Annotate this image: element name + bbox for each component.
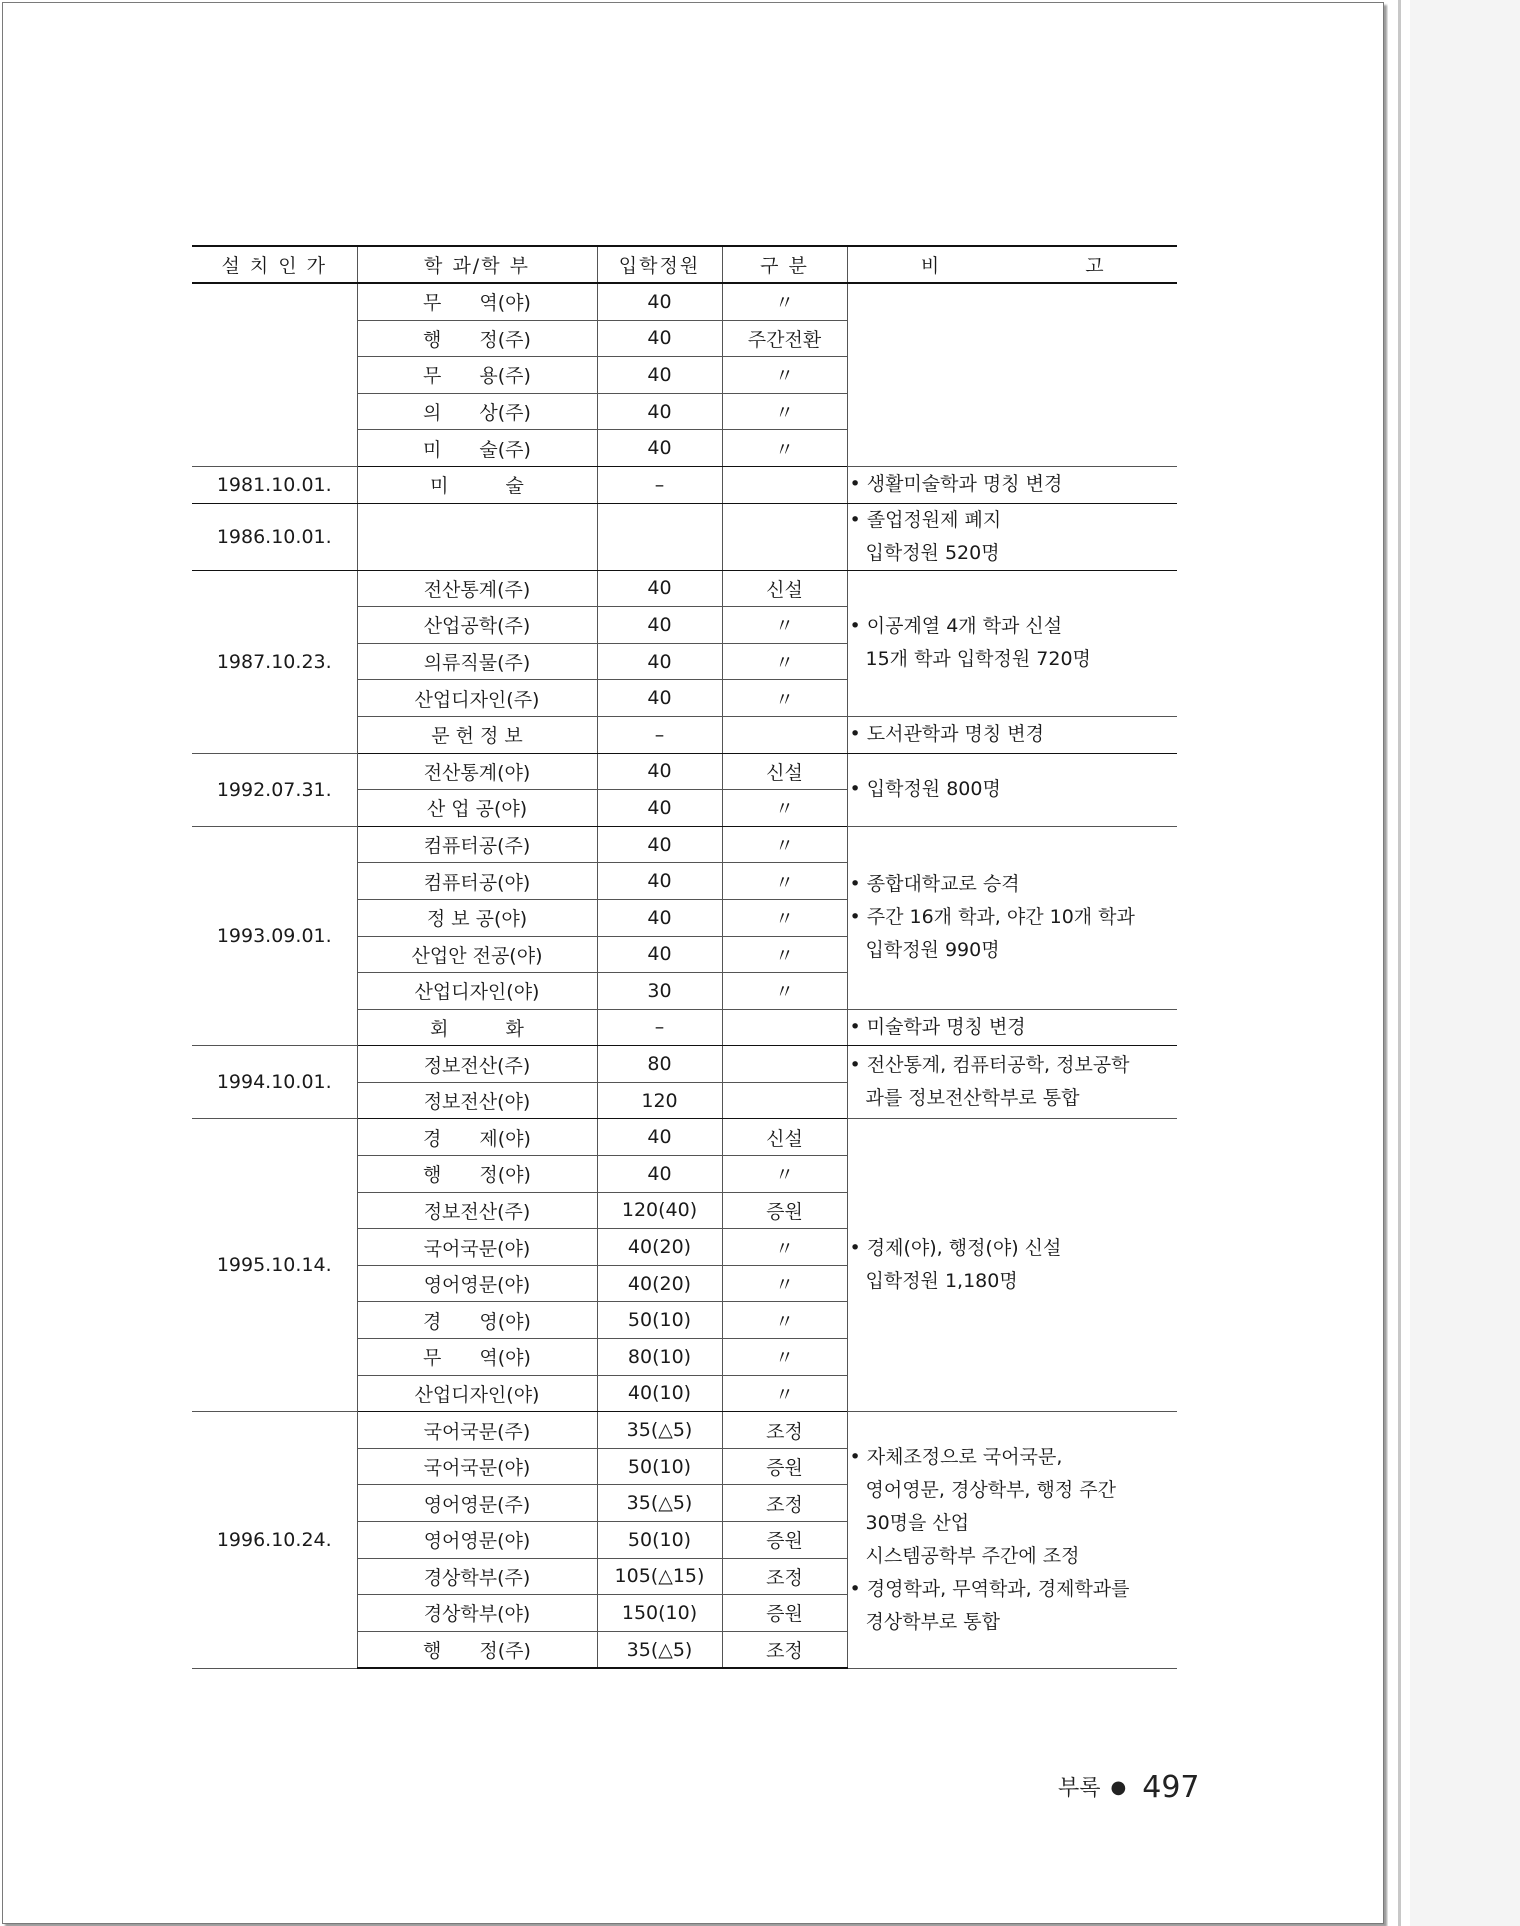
cell-note [847, 1009, 1177, 1046]
cell-quota: 150(10) [597, 1595, 722, 1632]
cell-type: 〃 [722, 430, 847, 467]
page-footer [1058, 1770, 1200, 1805]
cell-type: 〃 [722, 1302, 847, 1339]
header-note: 비 고 [847, 246, 1177, 283]
header-dept: 학 과/학 부 [357, 246, 597, 283]
cell-note [847, 1412, 1177, 1669]
cell-dept: 영어영문(주) [357, 1485, 597, 1522]
cell-date: 1996.10.24. [192, 1412, 357, 1669]
cell-dept: 경 영(야) [357, 1302, 597, 1339]
cell-quota: 40 [597, 283, 722, 320]
note-line: 입학정원 1,180명 [865, 1270, 1018, 1293]
cell-type: 신설 [722, 1119, 847, 1156]
cell-quota: 40 [597, 899, 722, 936]
header-quota: 입학정원 [597, 246, 722, 283]
cell-dept [357, 503, 597, 570]
cell-dept: 국어국문(야) [357, 1229, 597, 1266]
note-line: • 전산통계, 컴퓨터공학, 정보공학 [866, 1049, 1174, 1082]
cell-note [847, 503, 1177, 570]
cell-note [847, 570, 1177, 716]
cell-type: 〃 [722, 936, 847, 973]
cell-type [722, 1046, 847, 1083]
establishment-table [192, 245, 1177, 1669]
table-row [192, 1046, 1177, 1083]
table-row [192, 826, 1177, 863]
cell-dept: 행 정(주) [357, 320, 597, 357]
note-line: • 도서관학과 명칭 변경 [866, 718, 1174, 751]
cell-type: 〃 [722, 1229, 847, 1266]
cell-quota: 40 [597, 320, 722, 357]
cell-dept: 정보전산(주) [357, 1046, 597, 1083]
cell-dept: 정보전산(야) [357, 1082, 597, 1119]
table-row [192, 1412, 1177, 1449]
cell-dept: 산업공학(주) [357, 607, 597, 644]
cell-type: 조정 [722, 1412, 847, 1449]
note-line: • 입학정원 800명 [866, 773, 1174, 806]
cell-type: 〃 [722, 1265, 847, 1302]
cell-quota: 40 [597, 936, 722, 973]
cell-type: 증원 [722, 1448, 847, 1485]
cell-quota: 120 [597, 1082, 722, 1119]
cell-dept: 정 보 공(야) [357, 899, 597, 936]
cell-type: 증원 [722, 1192, 847, 1229]
cell-note [847, 466, 1177, 503]
cell-type: 〃 [722, 826, 847, 863]
cell-type: 〃 [722, 680, 847, 717]
cell-type: 조정 [722, 1631, 847, 1668]
table-row [192, 753, 1177, 790]
cell-dept: 영어영문(야) [357, 1522, 597, 1559]
cell-quota: 35(△5) [597, 1412, 722, 1449]
page-number: 497 [1142, 1770, 1200, 1805]
note-line: • 종합대학교로 승격 [866, 868, 1174, 901]
cell-dept: 문 헌 정 보 [357, 716, 597, 753]
note-line: • 자체조정으로 국어국문, [866, 1441, 1174, 1474]
cell-quota: 120(40) [597, 1192, 722, 1229]
page-edge-shadow [1398, 0, 1401, 1926]
cell-date [192, 283, 357, 466]
cell-quota: 40 [597, 1156, 722, 1193]
cell-quota: 40 [597, 826, 722, 863]
cell-quota: 35(△5) [597, 1631, 722, 1668]
cell-type: 〃 [722, 1375, 847, 1412]
cell-dept: 미 술(주) [357, 430, 597, 467]
cell-quota: 40 [597, 790, 722, 827]
cell-date: 1981.10.01. [192, 466, 357, 503]
cell-type: 〃 [722, 1156, 847, 1193]
cell-type: 신설 [722, 753, 847, 790]
cell-dept: 경 제(야) [357, 1119, 597, 1156]
cell-dept: 무 역(야) [357, 283, 597, 320]
cell-dept: 행 정(야) [357, 1156, 597, 1193]
note-line: • 졸업정원제 폐지 [866, 504, 1174, 537]
cell-quota: 40 [597, 570, 722, 607]
cell-quota: 30 [597, 973, 722, 1010]
cell-quota: 40(10) [597, 1375, 722, 1412]
cell-type [722, 466, 847, 503]
cell-quota: 35(△5) [597, 1485, 722, 1522]
cell-type: 〃 [722, 283, 847, 320]
cell-quota: 40 [597, 753, 722, 790]
cell-type: 〃 [722, 643, 847, 680]
cell-dept: 미 술 [357, 466, 597, 503]
cell-note [847, 1046, 1177, 1119]
table-row [192, 503, 1177, 570]
cell-type: 신설 [722, 570, 847, 607]
note-line: • 이공계열 4개 학과 신설 [866, 610, 1174, 643]
cell-dept: 산업디자인(야) [357, 1375, 597, 1412]
note-line: 15개 학과 입학정원 720명 [865, 648, 1091, 671]
cell-note [847, 1119, 1177, 1412]
cell-quota: 40 [597, 680, 722, 717]
note-line: 과를 정보전산학부로 통합 [865, 1087, 1080, 1110]
cell-type: 〃 [722, 393, 847, 430]
cell-type: 〃 [722, 899, 847, 936]
cell-date: 1995.10.14. [192, 1119, 357, 1412]
table-row [192, 283, 1177, 320]
cell-dept: 전산통계(야) [357, 753, 597, 790]
cell-dept: 무 역(야) [357, 1339, 597, 1376]
cell-dept: 산업안 전공(야) [357, 936, 597, 973]
cell-quota: 50(10) [597, 1522, 722, 1559]
cell-type: 조정 [722, 1485, 847, 1522]
cell-quota: 50(10) [597, 1448, 722, 1485]
cell-quota: 105(△15) [597, 1558, 722, 1595]
cell-quota: 40 [597, 863, 722, 900]
cell-dept: 전산통계(주) [357, 570, 597, 607]
cell-dept: 무 용(주) [357, 357, 597, 394]
cell-quota: 50(10) [597, 1302, 722, 1339]
cell-type: 증원 [722, 1595, 847, 1632]
cell-dept: 국어국문(야) [357, 1448, 597, 1485]
cell-type [722, 503, 847, 570]
cell-quota [597, 503, 722, 570]
cell-quota: 40 [597, 357, 722, 394]
cell-quota: 40 [597, 607, 722, 644]
note-line: • 경제(야), 행정(야) 신설 [866, 1232, 1174, 1265]
header-type: 구 분 [722, 246, 847, 283]
header-date: 설 치 인 가 [192, 246, 357, 283]
cell-type [722, 1009, 847, 1046]
cell-type: 〃 [722, 607, 847, 644]
cell-dept: 경상학부(야) [357, 1595, 597, 1632]
cell-dept: 회 화 [357, 1009, 597, 1046]
cell-type: 증원 [722, 1522, 847, 1559]
cell-quota: – [597, 716, 722, 753]
note-line: • 경영학과, 무역학과, 경제학과를 [866, 1573, 1174, 1606]
table-header-row [192, 246, 1177, 283]
viewer-background [1410, 0, 1520, 1926]
cell-note [847, 283, 1177, 466]
cell-quota: 40 [597, 430, 722, 467]
table-row [192, 466, 1177, 503]
note-line: 영어영문, 경상학부, 행정 주간 [865, 1479, 1116, 1502]
cell-quota: 40 [597, 643, 722, 680]
note-line: 입학정원 990명 [865, 939, 1000, 962]
table-row [192, 570, 1177, 607]
cell-date: 1986.10.01. [192, 503, 357, 570]
cell-dept: 영어영문(야) [357, 1265, 597, 1302]
cell-quota: 40 [597, 393, 722, 430]
cell-note [847, 826, 1177, 1009]
cell-type [722, 1082, 847, 1119]
note-line: • 주간 16개 학과, 야간 10개 학과 [866, 901, 1174, 934]
cell-date: 1993.09.01. [192, 826, 357, 1046]
cell-dept: 컴퓨터공(야) [357, 863, 597, 900]
note-line: • 생활미술학과 명칭 변경 [866, 468, 1174, 501]
cell-type: 〃 [722, 1339, 847, 1376]
cell-dept: 산업디자인(주) [357, 680, 597, 717]
cell-date: 1987.10.23. [192, 570, 357, 753]
cell-quota: 40 [597, 1119, 722, 1156]
cell-type: 조정 [722, 1558, 847, 1595]
cell-dept: 경상학부(주) [357, 1558, 597, 1595]
cell-quota: – [597, 466, 722, 503]
cell-dept: 정보전산(주) [357, 1192, 597, 1229]
cell-date: 1992.07.31. [192, 753, 357, 826]
note-line: 시스템공학부 주간에 조정 [865, 1545, 1080, 1568]
cell-type: 〃 [722, 357, 847, 394]
cell-quota: 40(20) [597, 1265, 722, 1302]
cell-dept: 의류직물(주) [357, 643, 597, 680]
cell-dept: 행 정(주) [357, 1631, 597, 1668]
cell-quota: 40(20) [597, 1229, 722, 1266]
footer-bullet: ● [1110, 1777, 1127, 1798]
table-body [192, 283, 1177, 1668]
cell-quota: 80(10) [597, 1339, 722, 1376]
note-line: • 미술학과 명칭 변경 [866, 1011, 1174, 1044]
cell-date: 1994.10.01. [192, 1046, 357, 1119]
cell-dept: 의 상(주) [357, 393, 597, 430]
cell-dept: 컴퓨터공(주) [357, 826, 597, 863]
cell-note [847, 716, 1177, 753]
cell-type: 〃 [722, 863, 847, 900]
note-line: 30명을 산업 [865, 1512, 970, 1535]
note-line: 경상학부로 통합 [865, 1611, 1001, 1634]
cell-dept: 국어국문(주) [357, 1412, 597, 1449]
cell-type: 주간전환 [722, 320, 847, 357]
cell-quota: – [597, 1009, 722, 1046]
cell-quota: 80 [597, 1046, 722, 1083]
footer-section: 부록 [1058, 1776, 1101, 1801]
note-line: 입학정원 520명 [865, 541, 1000, 564]
cell-note [847, 753, 1177, 826]
table-row [192, 1119, 1177, 1156]
cell-type [722, 716, 847, 753]
cell-type: 〃 [722, 790, 847, 827]
cell-dept: 산업디자인(야) [357, 973, 597, 1010]
cell-type: 〃 [722, 973, 847, 1010]
cell-dept: 산 업 공(야) [357, 790, 597, 827]
